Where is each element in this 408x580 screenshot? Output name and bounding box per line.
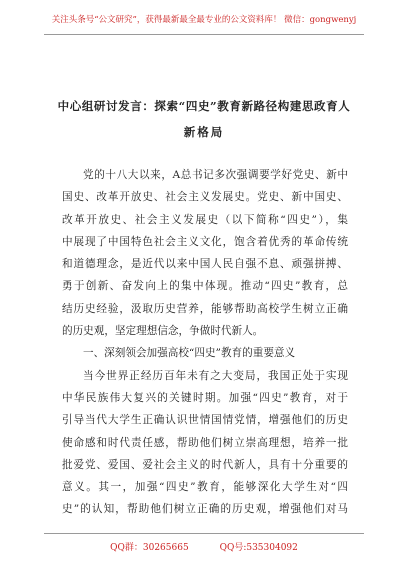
footer <box>0 540 408 553</box>
footer-divider <box>44 533 364 534</box>
header-divider <box>44 34 364 35</box>
document-title: 中心组研讨发言：探索“四史”教育新路径构建思政育人 <box>57 99 351 113</box>
body-line: 当今世界正经历百年未有之大变局，我国正处于实现 <box>83 369 348 382</box>
body-line: 意义。其一，加强“四史”教育，能够深化大学生对“四 <box>62 481 348 494</box>
body-line: 一、深刻领会加强高校“四史”教育的重要意义 <box>83 347 296 360</box>
body-line: 国史、改革开放史、社会主义发展史。党史、新中国史、 <box>62 191 348 204</box>
body-line: 改革开放史、社会主义发展史（以下简称“四史”），集 <box>62 213 348 226</box>
body-line: 史”的认知，帮助他们树立正确的历史观，增强他们对马 <box>62 503 348 516</box>
body-line: 和道德理念，是近代以来中国人民自强不息、顽强拼搏、 <box>62 258 348 271</box>
header-banner: 关注头条号“公文研究”，获得最新最全最专业的公文资料库！ 微信：gongwenyj <box>51 15 357 25</box>
body-line: 引导当代大学生正确认识世情国情党情，增强他们的历史 <box>62 414 348 427</box>
document-author: 新格局 <box>183 125 225 139</box>
body-line: 结历史经验，汲取历史营养，能够帮助高校学生树立正确 <box>62 302 348 315</box>
body-line: 中展现了中国特色社会主义文化，饱含着优秀的革命传统 <box>62 235 348 248</box>
footer-qq-group: QQ群：30265665 <box>110 543 189 553</box>
body-line: 勇于创新、奋发向上的集中体现。推动“四史”教育，总 <box>62 280 348 293</box>
body-line: 的历史观，坚定理想信念，争做时代新人。 <box>62 325 264 338</box>
body-line: 使命感和时代责任感，帮助他们树立崇高理想，培养一批 <box>62 436 348 449</box>
footer-qq-number: QQ号:535304092 <box>219 543 298 553</box>
body-line: 中华民族伟大复兴的关键时期。加强“四史”教育，对于 <box>62 391 348 404</box>
body-line: 批爱党、爱国、爱社会主义的时代新人，具有十分重要的 <box>62 458 348 471</box>
document-body <box>62 164 348 521</box>
body-line: 党的十八大以来，A总书记多次强调要学好党史、新中 <box>83 169 348 181</box>
